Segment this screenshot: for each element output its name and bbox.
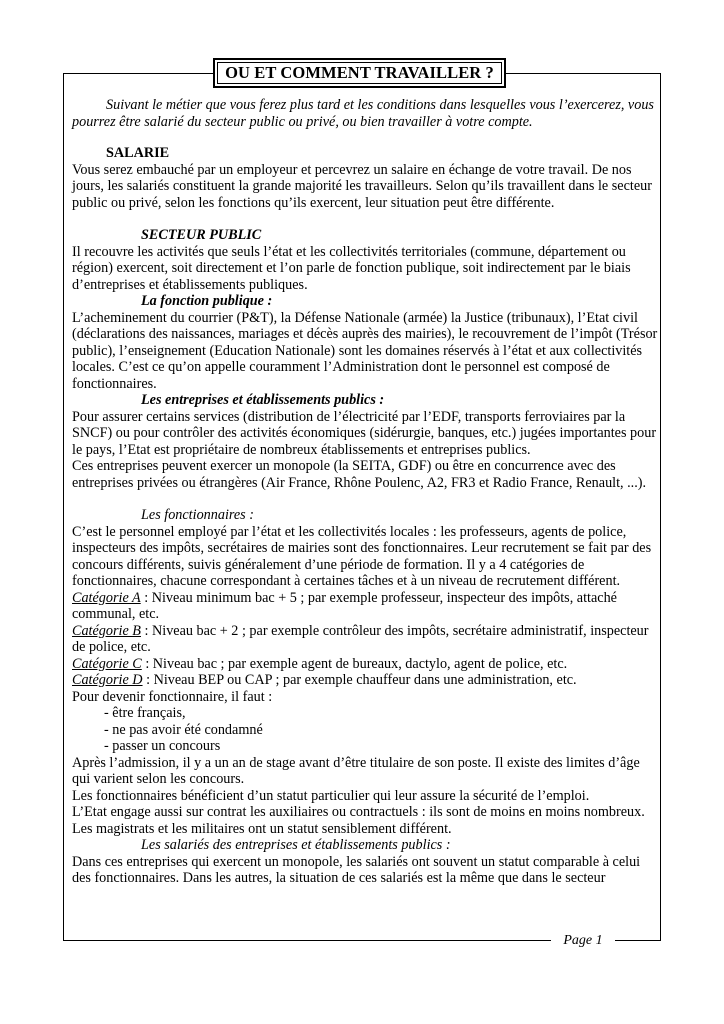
condition-item: - passer un concours	[104, 738, 221, 754]
title-box	[213, 58, 506, 88]
salarie-heading: SALARIE	[106, 145, 170, 161]
category-d-label: Catégorie D	[72, 672, 143, 688]
category-d-text: : Niveau BEP ou CAP ; par exemple chauffeur dans une administration, etc.	[142, 672, 577, 688]
category-b	[72, 623, 660, 656]
fonctionnaires-text: C’est le personnel employé par l’état et les collectivités locales : les professeurs, agents de police, inspecteurs des impôts, secrétaires de mairies sont des fonctionnaires. Leur recrutement se fait par des concours différents, suivis généralement d’une période de formation. Il y a 4 catégories de fonctionnaires, chacune correspondant à certaines tâches et à un niveau de recrutement différent.	[72, 523, 652, 589]
entreprises-publics-text-2: Ces entreprises peuvent exercer un monopole (la SEITA, GDF) ou être en concurrence avec des entreprises privées ou étrangères (Air France, Rhône Poulenc, A2, FR3 et Radio France, Renault, ...).	[72, 458, 647, 491]
statut-paragraph: Les fonctionnaires bénéficient d’un statut particulier qui leur assure la sécurité de l’emploi.	[72, 787, 590, 804]
salaries-entreprises-text: Dans ces entreprises qui exercent un monopole, les salariés ont souvent un statut comparable à celui des fonctionnaires. Dans les autres, la situation de ces salariés est la même que dans le secteur	[72, 853, 641, 886]
fonction-publique-heading: La fonction publique :	[141, 293, 273, 309]
category-c	[72, 656, 660, 673]
conditions-intro: Pour devenir fonctionnaire, il faut :	[72, 688, 273, 705]
category-b-label: Catégorie B	[72, 622, 141, 639]
category-d	[72, 672, 660, 689]
entreprises-publics-text-1: Pour assurer certains services (distribution de l’électricité par l’EDF, transports ferroviaires par la SNCF) ou pour contrôler des activités économiques (sidérurgie, banques, etc.) jugées importantes pour le pays, l’Etat est propriétaire de nombreux établissements et entreprises publics.	[72, 408, 657, 458]
page-title: OU ET COMMENT TRAVAILLER ?	[217, 62, 502, 84]
condition-item: - ne pas avoir été condamné	[104, 721, 263, 738]
category-c-label: Catégorie C	[72, 655, 142, 672]
page-number: Page 1	[551, 930, 615, 952]
stage-paragraph: Après l’admission, il y a un an de stage avant d’être titulaire de son poste. Il existe des limites d’âge qui varient selon les concours.	[72, 754, 640, 787]
category-b-text: : Niveau bac + 2 ; par exemple contrôleur des impôts, secrétaire administratif, inspecteur de police, etc.	[72, 622, 649, 655]
condition-item: - être français,	[104, 705, 186, 721]
category-a-text: : Niveau minimum bac + 5 ; par exemple professeur, inspecteur des impôts, attaché communal, etc.	[72, 589, 617, 622]
category-a-label: Catégorie A	[72, 589, 141, 606]
category-a	[72, 590, 660, 623]
category-c-text: : Niveau bac ; par exemple agent de bureaux, dactylo, agent de police, etc.	[141, 655, 568, 672]
contrat-paragraph: L’Etat engage aussi sur contrat les auxiliaires ou contractuels : ils sont de moins en moins nombreux. Les magistrats et les militaires ont un statut sensiblement différent.	[72, 804, 645, 837]
salarie-text: Vous serez embauché par un employeur et percevrez un salaire en échange de votre travail. De nos jours, les salariés constituent la grande majorité les travailleurs. Selon qu’ils travaillent dans le secteur public ou privé, selon les fonctions qu’ils exercent, leur situation peut être différente.	[72, 161, 652, 211]
secteur-public-heading: SECTEUR PUBLIC	[141, 227, 262, 243]
secteur-public-text: Il recouvre les activités que seuls l’état et les collectivités territoriales (commune, département ou région) exercent, soit directement et l’on parle de fonction publique, soit indirectement par le biais d’entreprises et établissements publiques.	[72, 243, 631, 293]
document-body	[72, 97, 660, 887]
entreprises-publics-heading: Les entreprises et établissements publics :	[141, 392, 385, 408]
salaries-entreprises-heading: Les salariés des entreprises et établissements publics :	[141, 837, 451, 853]
fonctionnaires-heading: Les fonctionnaires :	[141, 507, 254, 523]
intro-paragraph: Suivant le métier que vous ferez plus tard et les conditions dans lesquelles vous l’exercerez, vous pourrez être salarié du secteur public ou privé, ou bien travailler à votre compte.	[72, 97, 654, 130]
fonction-publique-text: L’acheminement du courrier (P&T), la Défense Nationale (armée) la Justice (tribunaux), l’Etat civil (déclarations des naissances, mariages et décès auprès des mairies), le recouvrement de l’impôt (Trésor public), l’enseignement (Education Nationale) sont les domaines réservés à l’état et aux collectivités locales. C’est ce qu’on appelle couramment l’Administration dont le personnel est composé de fonctionnaires.	[72, 309, 658, 392]
